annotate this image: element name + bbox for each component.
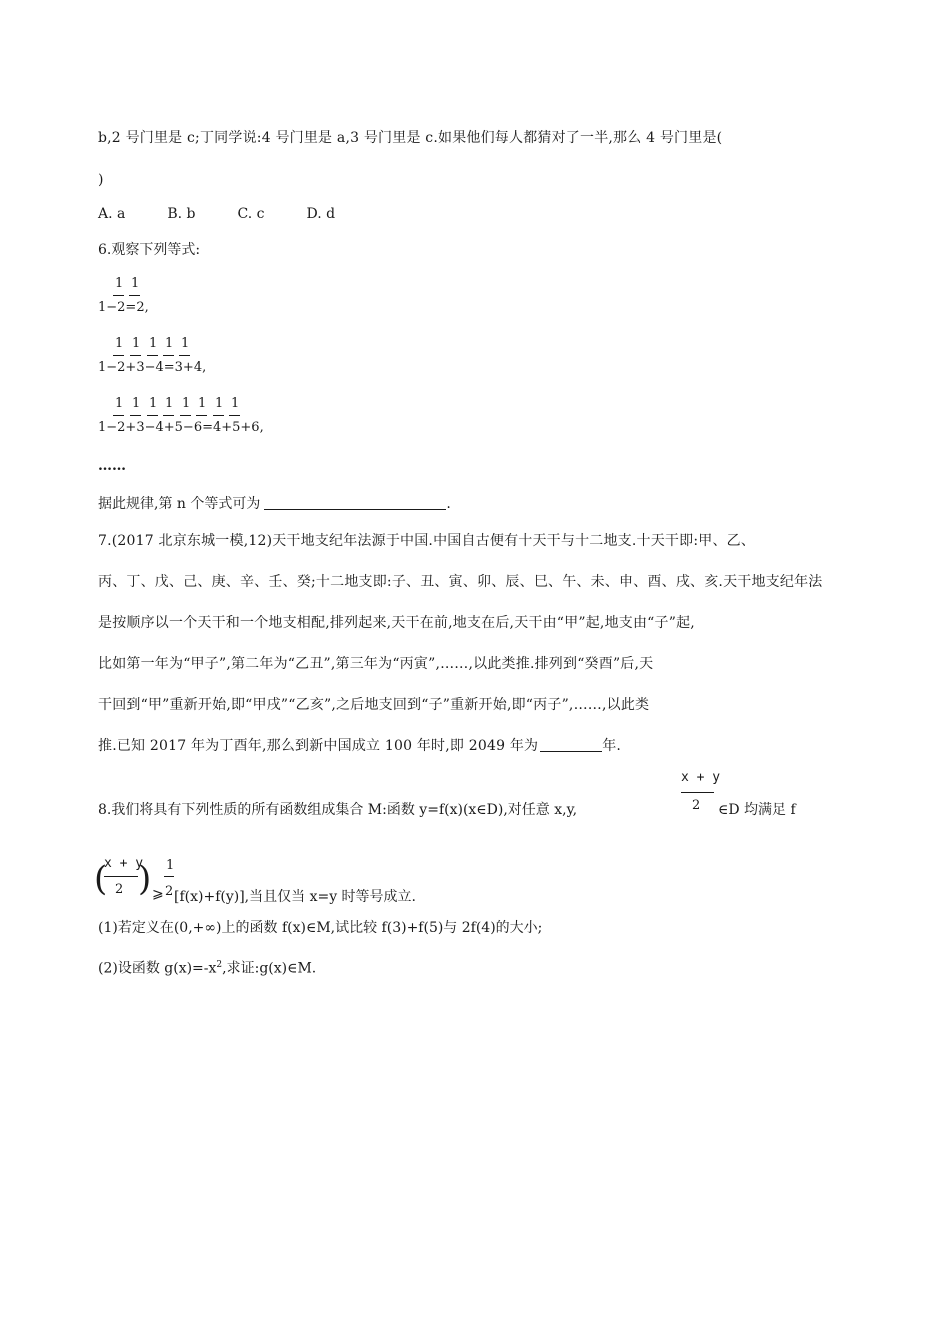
q8-line-2: ( x + y 2 ) ⩾ 1 2 [f(x)+f(y)],当且仅当 x=y 时等号成立. [94,856,417,905]
q6-question-text: 据此规律,第 n 个等式可为 [98,496,261,512]
q7-line-1: 7.(2017 北京东城一模,12)天干地支纪年法源于中国.中国自古便有十天干与十二地支.十天干即:甲、乙、 [98,533,756,549]
q7-line-6-end: 年. [602,738,622,754]
option-b: B. b [167,206,196,222]
q8-fraction-xy [681,770,721,820]
eq2-num-1: 1 [115,336,124,351]
q8-part-2-text: (2)设函数 g(x)=-x [98,960,217,977]
q7-line-4: 比如第一年为“甲子”,第二年为“乙丑”,第三年为“丙寅”,……,以此类推.排列到“癸酉”后,天 [98,656,654,672]
eq3-num-3: 1 [149,396,158,411]
option-d: D. d [306,206,336,222]
eq3-num-4: 1 [165,396,174,411]
eq2-num-3: 1 [149,336,158,351]
q8-half-num: 1 [166,858,175,873]
q6-intro: 6.观察下列等式: [98,242,201,258]
q8-frac-num: x + y [681,770,721,785]
eq3-num-7: 1 [215,396,224,411]
q8-frac-den: 2 [692,798,701,813]
option-c: C. c [237,206,265,222]
q6-question [98,494,451,514]
q8-line-2-text: [f(x)+f(y)],当且仅当 x=y 时等号成立. [174,889,417,905]
q6-answer-blank [264,495,446,510]
eq3-num-5: 1 [182,396,191,411]
q7-line-3: 是按顺序以一个天干和一个地支相配,排列起来,天干在前,地支在后,天干由“甲”起,地支由“子”起, [98,615,695,631]
eq2-base: 1−2+3−4=3+4, [98,360,207,375]
eq1-num-2: 1 [131,276,140,291]
eq3-num-1: 1 [115,396,124,411]
eq2-num-2: 1 [132,336,141,351]
eq3-num-8: 1 [231,396,240,411]
q6-question-end: . [446,496,451,512]
eq1-num-1: 1 [115,276,124,291]
q8-line-1-text: 8.我们将具有下列性质的所有函数组成集合 M:函数 y=f(x)(x∈D),对任意 x,y, [98,802,578,818]
eq2-num-5: 1 [181,336,190,351]
q7-line-6 [98,736,621,756]
q8-part-2 [98,955,316,979]
q7-answer-blank [540,737,602,752]
eq3-num-6: 1 [198,396,207,411]
q8-geq-sign: ⩾ [152,886,164,902]
q7-line-2: 丙、丁、戊、己、庚、辛、壬、癸;十二地支即:子、丑、寅、卯、辰、巳、午、未、申、酉、戌、亥.天干地支纪年法 [98,574,823,590]
q5-line-2: ) [98,172,104,188]
eq2-num-4: 1 [165,336,174,351]
q5-line-1: b,2 号门里是 c;丁同学说:4 号门里是 a,3 号门里是 c.如果他们每人都猜对了一半,那么 4 号门里是( [98,130,723,146]
q7-line-5: 干回到“甲”重新开始,即“甲戌”“乙亥”,之后地支回到“子”重新开始,即“丙子”,……,以此类 [98,697,650,713]
q5-options [98,204,377,224]
eq3-num-2: 1 [132,396,141,411]
q7-line-6-text: 推.已知 2017 年为丁酉年,那么到新中国成立 100 年时,即 2049 年为 [98,738,539,754]
eq3-base: 1−2+3−4+5−6=4+5+6, [98,420,264,435]
q8-part-1: (1)若定义在(0,+∞)上的函数 f(x)∈M,试比较 f(3)+f(5)与 2f(4)的大小; [98,920,543,936]
eq1-base: 1−2=2, [98,300,149,315]
q8-line-1-end: ∈D 均满足 f [718,802,796,818]
q8-line-2-frac-den: 2 [115,882,124,897]
q8-half-den: 2 [165,884,174,899]
q8-line-1 [98,800,577,820]
q8-part-2-end: ,求证:g(x)∈M. [222,960,317,977]
option-a: A. a [98,206,126,222]
q8-line-2-frac-num: x + y [104,856,144,871]
q8-part-2-sup: 2 [216,960,223,970]
q6-ellipsis: …… [98,458,126,474]
